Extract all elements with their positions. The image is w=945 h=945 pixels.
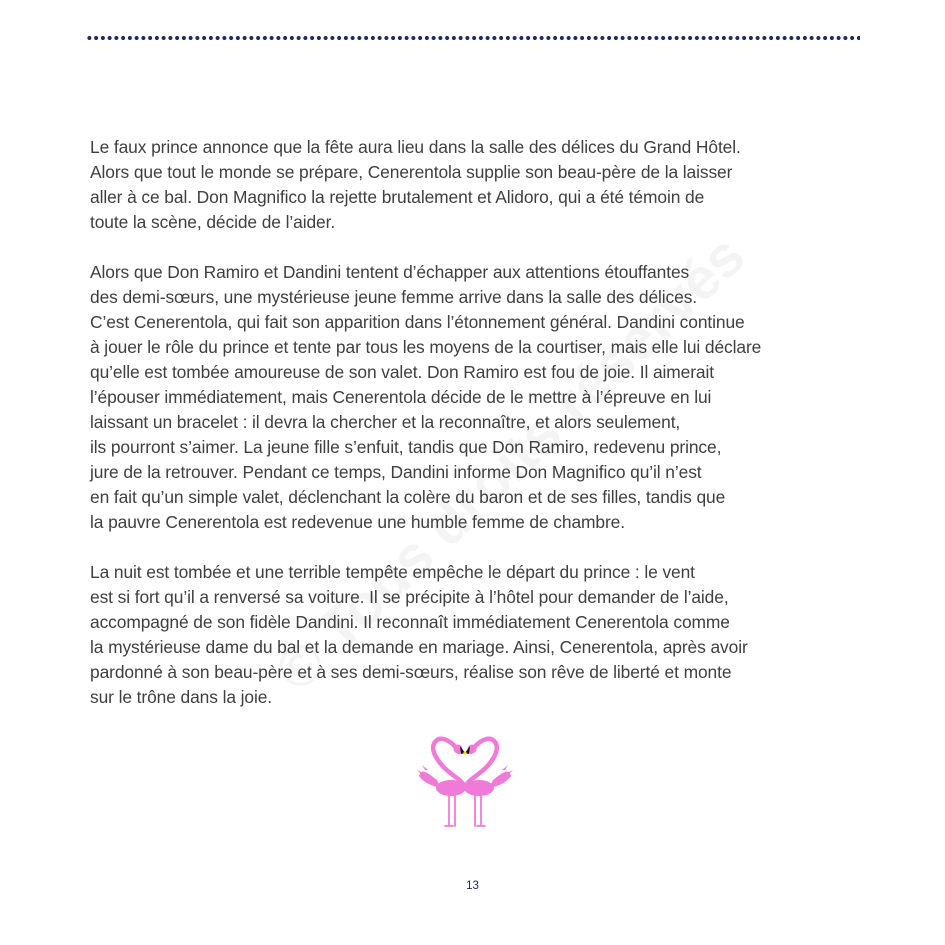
paragraph-1: Le faux prince annonce que la fête aura lieu dans la salle des délices du Grand Hôtel. Alors que tout le monde se prépare, Cenerentola supplie son beau-père de la laisser aller à ce bal. Don Magnifico la rejette brutalement et Alidoro, qui a été témoin de toute la scène, décide de l’aider. — [90, 137, 741, 232]
body-text — [90, 135, 865, 710]
page-number: 13 — [466, 880, 479, 892]
paragraph-3: La nuit est tombée et une terrible tempête empêche le départ du prince : le vent est si fort qu’il a renversé sa voiture. Il se précipite à l’hôtel pour demander de l’aide, accompagné de son fidèle Dandini. Il reconnaît immédiatement Cenerentola comme la mystérieuse dame du bal et la demande en mariage. Ainsi, Cenerentola, après avoir pardonné à son beau-père et à ses demi-sœurs, réalise son rêve de liberté et monte sur le trône dans la joie. — [90, 562, 748, 707]
paragraph-2: Alors que Don Ramiro et Dandini tentent d’échapper aux attentions étouffantes des demi-sœurs, une mystérieuse jeune femme arrive dans la salle des délices. C’est Cenerentola, qui fait son apparition dans l’étonnement général. Dandini continue à jouer le rôle du prince et tente par tous les moyens de la courtiser, mais elle lui déclare qu’elle est tombée amoureuse de son valet. Don Ramiro est fou de joie. Il aimerait l’épouser immédiatement, mais Cenerentola décide de le mettre à l’épreuve en lui laissant un bracelet : il devra la chercher et la reconnaître, et alors seulement, ils pourront s’aimer. La jeune fille s’enfuit, tandis que Don Ramiro, redevenu prince, jure de la retrouver. Pendant ce temps, Dandini informe Don Magnifico qu’il n’est en fait qu’un simple valet, déclenchant la colère du baron et de ses filles, tandis que la pauvre Cenerentola est redevenue une humble femme de chambre. — [90, 262, 762, 532]
dotted-divider — [86, 35, 860, 41]
flamingo-pair-icon — [413, 728, 517, 832]
